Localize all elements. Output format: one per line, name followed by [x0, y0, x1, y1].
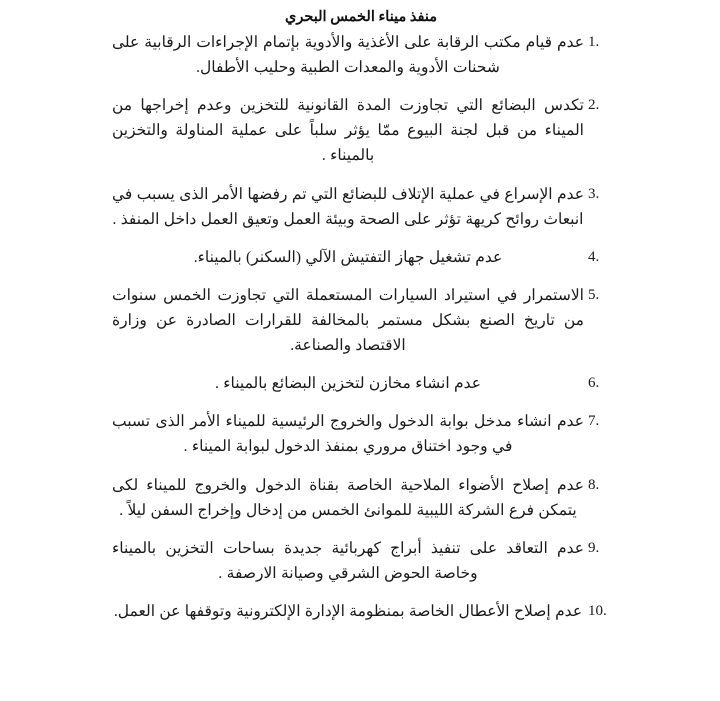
list-item-number: 1. [588, 34, 600, 50]
list-item-text: الاستمرار في استيراد السيارات المستعملة التي تجاوزت الخمس سنوات من تاريخ الصنع بشكل مستمر بالمخالفة للقرارات الصادرة عن وزارة الاقتصاد والصناعة. [112, 286, 584, 355]
list-item-number: 7. [588, 413, 600, 430]
list-item-number: 9. [588, 539, 600, 556]
numbered-list [112, 30, 608, 637]
list-item-text: عدم الإسراع في عملية الإتلاف للبضائع التي تم رفضها الأمر الذى يسبب في انبعاث روائح كريهة تؤثر على الصحة وبيئة العمل وتعيق العمل داخل المنفذ . [112, 185, 584, 228]
list-item [112, 283, 608, 358]
list-item [112, 599, 608, 624]
list-item [112, 473, 608, 523]
list-item-text: عدم إصلاح الأعطال الخاصة بمنظومة الإدارة الإلكترونية وتوقفها عن العمل. [113, 602, 583, 620]
list-item-text: عدم التعاقد على تنفيذ أبراج كهربائية جديدة بساحات التخزين بالميناء وخاصة الحوض الشرقي وصيانة الارصفة . [112, 539, 584, 582]
list-item-text: عدم قيام مكتب الرقابة على الأغذية والأدوية بإتمام الإجراءات الرقابية على شحنات الأدوية والمعدات الطبية وحليب الأطفال. [112, 34, 584, 77]
list-item-number: 5. [588, 286, 600, 303]
list-item-number: 6. [588, 375, 600, 392]
list-item [112, 536, 608, 586]
list-item-number: 4. [588, 248, 600, 265]
list-item-number: 10. [588, 602, 607, 619]
list-item-number: 2. [588, 97, 600, 114]
list-item-text: عدم انشاء مخازن لتخزين البضائع بالميناء . [214, 375, 482, 393]
list-item [112, 93, 608, 168]
list-item [112, 409, 608, 459]
list-item-number: 8. [588, 476, 600, 493]
list-item-text: عدم انشاء مدخل بوابة الدخول والخروج الرئيسية للميناء الأمر الذى تسبب في وجود اختناق مروري بمنفذ الدخول لبوابة الميناء . [112, 413, 584, 456]
list-item [112, 371, 608, 396]
list-item-text: عدم إصلاح الأضواء الملاحية الخاصة بقناة الدخول والخروج للميناء لكى يتمكن فرع الشركة الليبية للموانئ الخمس من إدخال وإخراج السفن ليلاً . [112, 476, 584, 519]
list-item [112, 182, 608, 232]
list-item-text: عدم تشغيل جهاز التفتيش الآلي (السكنر) بالميناء. [193, 248, 503, 266]
list-item [112, 30, 608, 80]
list-item-text: تكدس البضائع التي تجاوزت المدة القانونية للتخزين وعدم إخراجها من الميناء من قبل لجنة البيوع ممّا يؤثر سلباً على عملية المناولة والتخزين بالميناء . [112, 97, 584, 165]
list-item [112, 245, 608, 270]
list-item-number: 3. [588, 185, 600, 202]
page-title: منفذ ميناء الخمس البحري [285, 9, 437, 25]
